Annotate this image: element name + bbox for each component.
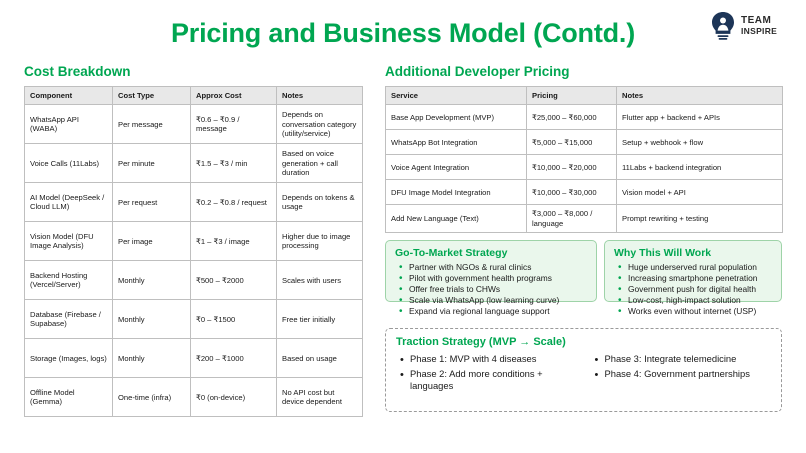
column-header: Service [386,87,527,105]
table-cell: Scales with users [277,261,363,300]
column-header: Notes [277,87,363,105]
table-cell: Per minute [113,144,191,183]
table-row [25,105,363,144]
table-row [386,205,783,233]
why-this-will-work-title: Why This Will Work [614,247,712,259]
table-cell: Add New Language (Text) [386,205,527,233]
team-inspire-logo [710,6,794,46]
table-cell: Flutter app + backend + APIs [617,105,783,130]
list-item: • Phase 3: Integrate telemedicine [605,353,772,365]
table-cell: 11Labs + backend integration [617,155,783,180]
traction-strategy-box [385,328,782,412]
table-cell: AI Model (DeepSeek / Cloud LLM) [25,183,113,222]
list-item: • Partner with NGOs & rural clinics [408,262,587,273]
table-cell: ₹10,000 – ₹30,000 [527,180,617,205]
table-cell: Monthly [113,300,191,339]
table-cell: ₹0 (on-device) [191,378,277,417]
list-item: • Huge underserved rural population [627,262,772,273]
table-cell: ₹0.6 – ₹0.9 / message [191,105,277,144]
table-cell: WhatsApp API (WABA) [25,105,113,144]
table-cell: Voice Calls (11Labs) [25,144,113,183]
table-cell: DFU Image Model Integration [386,180,527,205]
table-cell: ₹0 – ₹1500 [191,300,277,339]
go-to-market-list [395,262,587,317]
table-cell: Per message [113,105,191,144]
table-row [386,105,783,130]
list-item: • Offer free trials to CHWs [408,284,587,295]
table-cell: ₹1 – ₹3 / image [191,222,277,261]
go-to-market-box [385,240,597,317]
table-row [25,339,363,378]
table-row [25,144,363,183]
table-cell: ₹1.5 – ₹3 / min [191,144,277,183]
cost-breakdown-table [24,86,363,417]
list-item: • Phase 2: Add more conditions + languages [410,368,577,392]
table-cell: Setup + webhook + flow [617,130,783,155]
list-item: • Increasing smartphone penetration [627,273,772,284]
go-to-market-title: Go-To-Market Strategy [395,247,508,259]
table-cell: ₹3,000 – ₹8,000 / language [527,205,617,233]
list-item: • Government push for digital health [627,284,772,295]
table-cell: ₹25,000 – ₹60,000 [527,105,617,130]
table-cell: Per request [113,183,191,222]
list-item: • Phase 1: MVP with 4 diseases [410,353,577,365]
table-cell: Based on voice generation + call duration [277,144,363,183]
lightbulb-person-icon [710,11,736,41]
list-item: • Works even without internet (USP) [627,306,772,317]
traction-strategy-title: Traction Strategy (MVP → Scale) [396,336,566,348]
developer-pricing-table [385,86,783,233]
list-item: • Pilot with government health programs [408,273,587,284]
table-row [25,300,363,339]
table-cell: ₹500 – ₹2000 [191,261,277,300]
column-header: Cost Type [113,87,191,105]
developer-pricing-heading: Additional Developer Pricing [385,64,570,79]
table-cell: Database (Firebase / Supabase) [25,300,113,339]
why-this-will-work-list [614,262,772,317]
logo-line-1: TEAM [741,15,772,27]
table-cell: Depends on tokens & usage [277,183,363,222]
table-header-row [386,87,783,105]
list-item: • Scale via WhatsApp (low learning curve) [408,295,587,306]
traction-left-list [396,353,577,396]
table-row [25,378,363,417]
table-row [386,155,783,180]
table-cell: Backend Hosting (Vercel/Server) [25,261,113,300]
table-cell: One-time (infra) [113,378,191,417]
table-cell: Monthly [113,339,191,378]
table-row [25,222,363,261]
table-cell: Higher due to image processing [277,222,363,261]
table-cell: Per image [113,222,191,261]
cost-breakdown-heading: Cost Breakdown [24,64,131,79]
table-row [386,130,783,155]
column-header: Component [25,87,113,105]
table-cell: Depends on conversation category (utility/service) [277,105,363,144]
table-cell: Offline Model (Gemma) [25,378,113,417]
traction-right-list [591,353,772,396]
column-header: Notes [617,87,783,105]
table-cell: Based on usage [277,339,363,378]
table-cell: Vision model + API [617,180,783,205]
table-header-row [25,87,363,105]
table-cell: Prompt rewriting + testing [617,205,783,233]
table-cell: Storage (Images, logs) [25,339,113,378]
list-item: • Low-cost, high-impact solution [627,295,772,306]
table-cell: ₹200 – ₹1000 [191,339,277,378]
table-row [25,261,363,300]
logo-wordmark [741,16,777,35]
column-header: Pricing [527,87,617,105]
table-row [25,183,363,222]
table-row [386,180,783,205]
page-title: Pricing and Business Model (Contd.) [170,18,636,48]
table-cell: ₹0.2 – ₹0.8 / request [191,183,277,222]
table-cell: ₹5,000 – ₹15,000 [527,130,617,155]
logo-line-2: INSPIRE [741,25,778,36]
list-item: • Phase 4: Government partnerships [605,368,772,380]
developer-pricing-table-wrapper [385,86,782,233]
table-cell: WhatsApp Bot Integration [386,130,527,155]
column-header: Approx Cost [191,87,277,105]
cost-breakdown-table-wrapper [24,86,362,417]
table-cell: Monthly [113,261,191,300]
table-cell: ₹10,000 – ₹20,000 [527,155,617,180]
table-cell: Voice Agent Integration [386,155,527,180]
why-this-will-work-box [604,240,782,317]
table-cell: No API cost but device dependent [277,378,363,417]
traction-strategy-columns [396,353,771,396]
table-cell: Free tier initially [277,300,363,339]
table-cell: Vision Model (DFU Image Analysis) [25,222,113,261]
table-cell: Base App Development (MVP) [386,105,527,130]
list-item: • Expand via regional language support [408,306,587,317]
